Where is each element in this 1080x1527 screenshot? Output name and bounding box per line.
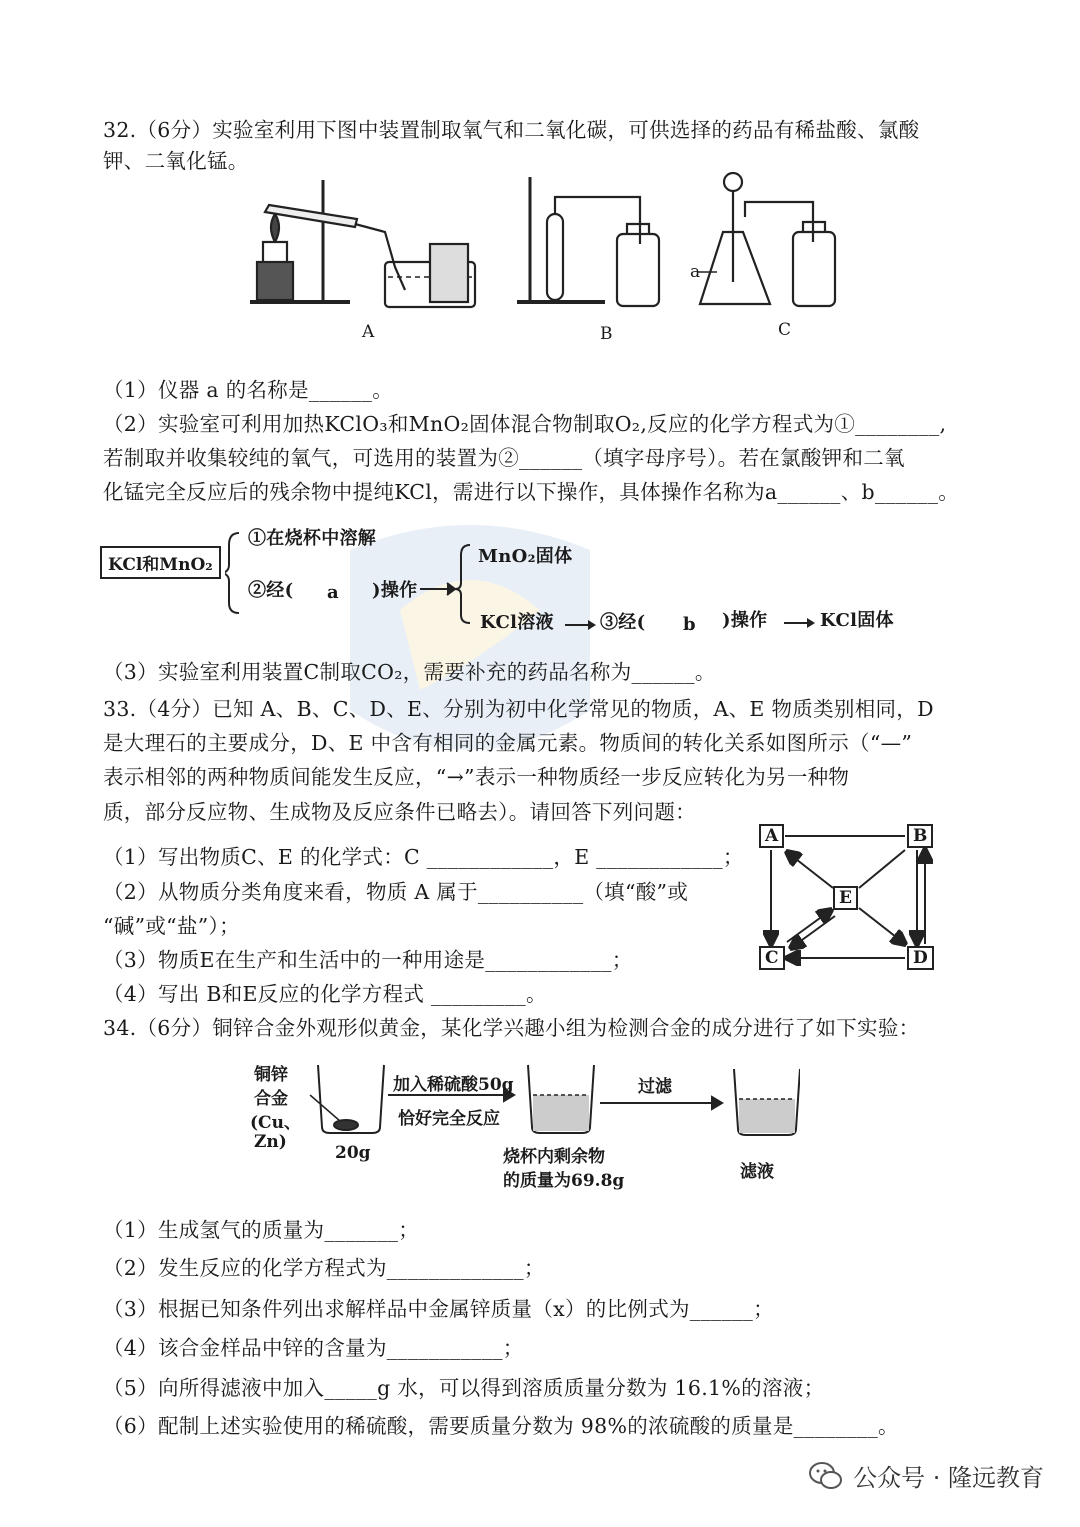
- q33-part2-line1: （2）从物质分类角度来看，物质 A 属于__________（填“酸”或: [103, 880, 689, 904]
- alloy-label-1: 铜锌: [254, 1065, 288, 1085]
- q34-part1: （1）生成氢气的质量为_______；: [103, 1218, 419, 1242]
- flow-arrow-2: [783, 616, 817, 630]
- flow-step2: ②经(: [248, 580, 294, 601]
- q33-part3: （3）物质E在生产和生活中的一种用途是____________；: [103, 948, 633, 972]
- footer-text: 公众号 · 隆远教育: [853, 1464, 1044, 1492]
- relation-diagram: [755, 820, 945, 975]
- q32-part2-line2: 若制取并收集较纯的氧气，可选用的装置为②______（填字母序号）。若在氯酸钾和二氧: [103, 446, 905, 470]
- q34-part3: （3）根据已知条件列出求解样品中金属锌质量（x）的比例式为______；: [103, 1297, 774, 1321]
- flow-step1: ①在烧杯中溶解: [248, 528, 377, 549]
- q32-part2-line1: （2）实验室可利用加热KClO₃和MnO₂固体混合物制取O₂,反应的化学方程式为①________,: [103, 412, 947, 436]
- flow-blank-b: b: [683, 614, 696, 635]
- q32-part2-line3: 化锰完全反应后的残余物中提纯KCl，需进行以下操作，具体操作名称为a______、b______。: [103, 480, 960, 504]
- alloy-label-4: Zn): [254, 1132, 287, 1152]
- wechat-icon: [809, 1461, 843, 1491]
- flow-step3: ③经(: [600, 612, 646, 633]
- flow-output-mno2: MnO₂固体: [478, 546, 573, 567]
- q34-part6: （6）配制上述实验使用的稀硫酸，需要质量分数为 98%的浓硫酸的质量是________。: [103, 1414, 899, 1438]
- q33-part2-line2: “碱”或“盐”）；: [103, 914, 240, 938]
- q34-part5: （5）向所得滤液中加入_____g 水，可以得到溶质质量分数为 16.1%的溶液；: [103, 1376, 825, 1400]
- flow-start-box: KCl和MnO₂: [100, 546, 221, 579]
- residue-label-2: 的质量为69.8g: [503, 1171, 625, 1191]
- node-E: E: [833, 886, 858, 910]
- apparatus-label-C: C: [778, 320, 792, 340]
- arrow1-label-top: 加入稀硫酸50g: [393, 1075, 514, 1095]
- apparatus-label-B: B: [600, 324, 613, 344]
- q32-intro-line1: 32.（6分）实验室利用下图中装置制取氧气和二氧化碳，可供选择的药品有稀盐酸、氯酸: [103, 118, 920, 142]
- q34-part4: （4）该合金样品中锌的含量为___________；: [103, 1336, 524, 1360]
- q33-line2: 是大理石的主要成分，D、E 中含有相同的金属元素。物质间的转化关系如图所示（“—”: [103, 731, 913, 755]
- q32-part3: （3）实验室利用装置C制取CO₂，需要补充的药品名称为______。: [103, 660, 716, 684]
- alloy-label-2: 合金: [254, 1089, 288, 1109]
- q32-intro-line2: 钾、二氧化锰。: [103, 149, 249, 173]
- instrument-label-a: a: [690, 262, 701, 282]
- q32-part1: （1）仪器 a 的名称是______。: [103, 378, 393, 402]
- apparatus-label-A: A: [362, 322, 375, 342]
- flow-arrow-1: [564, 618, 598, 632]
- flow-output-kcl-solution: KCl溶液: [480, 612, 554, 633]
- node-B: B: [907, 824, 933, 848]
- flow-step3-end: )操作: [722, 610, 768, 631]
- residue-label-1: 烧杯内剩余物: [503, 1147, 605, 1167]
- flow-final-kcl-solid: KCl固体: [820, 610, 894, 631]
- flow-step2-end: )操作: [372, 580, 418, 601]
- alloy-mass: 20g: [335, 1143, 371, 1163]
- q33-line1: 33.（4分）已知 A、B、C、D、E、分别为初中化学常见的物质，A、E 物质类别相同，D: [103, 697, 934, 721]
- q33-line4: 质，部分反应物、生成物及反应条件已略去）。请回答下列问题：: [103, 800, 696, 824]
- alloy-label-3: (Cu、: [250, 1113, 301, 1133]
- node-C: C: [759, 946, 785, 970]
- flow-blank-a: a: [327, 582, 339, 603]
- arrow2-label: 过滤: [638, 1077, 672, 1097]
- node-A: A: [759, 824, 784, 848]
- q33-line3: 表示相邻的两种物质间能发生反应，“→”表示一种物质经一步反应转化为另一种物: [103, 765, 850, 789]
- q33-part4: （4）写出 B和E反应的化学方程式 _________。: [103, 982, 547, 1006]
- footer-account: [809, 1458, 1044, 1493]
- q34-part2: （2）发生反应的化学方程式为_____________；: [103, 1256, 545, 1280]
- filtrate-label: 滤液: [740, 1162, 774, 1182]
- q34-intro: 34.（6分）铜锌合金外观形似黄金，某化学兴趣小组为检测合金的成分进行了如下实验：: [103, 1016, 920, 1040]
- apparatus-figure: [245, 172, 865, 347]
- q33-part1: （1）写出物质C、E 的化学式：C ____________，E ____________；: [103, 845, 744, 869]
- node-D: D: [907, 946, 934, 970]
- arrow1-label-bottom: 恰好完全反应: [398, 1109, 500, 1129]
